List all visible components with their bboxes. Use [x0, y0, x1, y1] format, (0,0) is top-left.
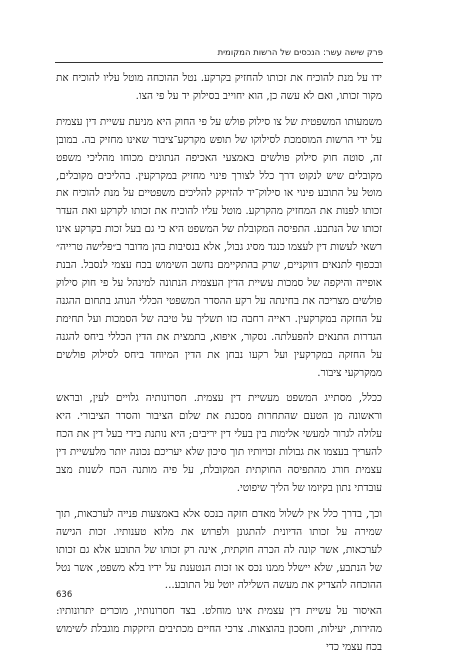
running-header: פרק שישה עשר: הנכסים של הרשות המקומית: [217, 48, 383, 58]
page-number: 636: [56, 590, 73, 600]
header-divider: [55, 62, 383, 63]
paragraph: ככלל, מסתייג המשפט מעשיית דין עצמית. חסרונותיה גלויים לעין, ובראש וראשונה מן הטעם שהתחרות מסכנת את שלום הציבור והסדר הציבורי. היא עלולה לגרור למעשי אלימות בין בעלי דין יריבים; היא נותנת בידי בעל דין את הכח להעריך בעצמו את גבולות זכויותיו תוך סיכון שלא יעריכם נכונה יותר מלעשיית דין עצמית חורג מהתפיסה החוקתית המקובלת, על פיה מותנה הכח לשנות מצב עובדתי נתון בקיומו של הליך שיפוטי.: [56, 392, 382, 494]
paragraph: וכך, בדרך כלל אין לשלול מאדם חזקה בנכס אלא באמצעות פנייה לערכאות, תוך שמירה על זכותו הדיונית להתגונן ולפרוש את מלוא טענותיו. זכות הגישה לערכאות, אשר קונה לה הכרה חוקתית, אינה רק זכותו של התובע אלא גם זכותו של הנתבע, שלא יישלל ממנו נכס או זכות הנטענת על ידיו בלא משפט, אשר נטל ההוכחה להצדיק את מעשה השלילה יוטל על התובע...: [56, 507, 382, 592]
paragraph: ידו על מנת להוכיח את זכותו להחזיק בקרקע. נטל ההוכחה מוטל עליו להוכיח את מקור זכותו, ואם לא עשה כן, הוא יחוייב בסילוק יד על פי הצו.: [56, 72, 382, 102]
paragraph: האיסור על עשיית דין עצמית אינו מוחלט. בצד חסרונותיו, מוכרים יתרונותיו: מהירות, יעילות, וחסכון בהוצאות. צרכי החיים מכתיבים היזקקות מוגבלת לשימוש בכח עצמי כדי: [56, 605, 382, 654]
paragraph: משמעותו המשפטית של צו סילוק פולש על פי החוק היא מניעת עשיית דין עצמית על ידי הרשות המוסמכת לסילוקו של תופש מקרקע־ציבור שאינו מחזיק בה. במובן זה, סוטה חוק סילוק פולשים באמצעי האכיפה הנתונים מכוחו מהליכי משפט מקובלים שיש לנקוט דרך כלל לצורך פינוי מחזיק במקרקעין. בהליכים מקובלים, מוטל על התובע פינוי או סילוק־יד להזיקק להליכים משפטיים על מנת להוכיח את זכותו לפנות את המחזיק מהקרקע. מוטל עליו להוכיח את זכותו לקרקע ואת העדר זכותו של הנתבע. התפיסה המקובלת של המשפט היא כי גם בעל זכות בקרקע אינו רשאי לעשות דין לעצמו כנגד מסיג גבול, אלא בנסיבות בהן מדובר ב״פלישה טרייה״ ובכפוף לתנאים דווקניים, שרק בהתקיימם נחשב השימוש בכח עצמי לנסבל. הבנת אופייה והיקפה של סמכות עשיית הדין העצמית הנתונה למינהל על פי חוק סילוק פולשים מצריכה את בחינתה על רקע ההסדר המשפטי הכללי הנוהג בתחום ההגנה על החזקה במקרקעין. ראייה רחבה כזו תשליך על טיבה של הסמכות ועל תחימת הגדרות התנאים להפעלתה. נסקור, איפוא, בתמצית את הדין הכללי ביחס להגנה על החזקה במקרקעין ועל רקעו נבחן את הדין המיוחד ביחס לסילוק פולשים ממקרקעי ציבור.: [56, 115, 382, 379]
